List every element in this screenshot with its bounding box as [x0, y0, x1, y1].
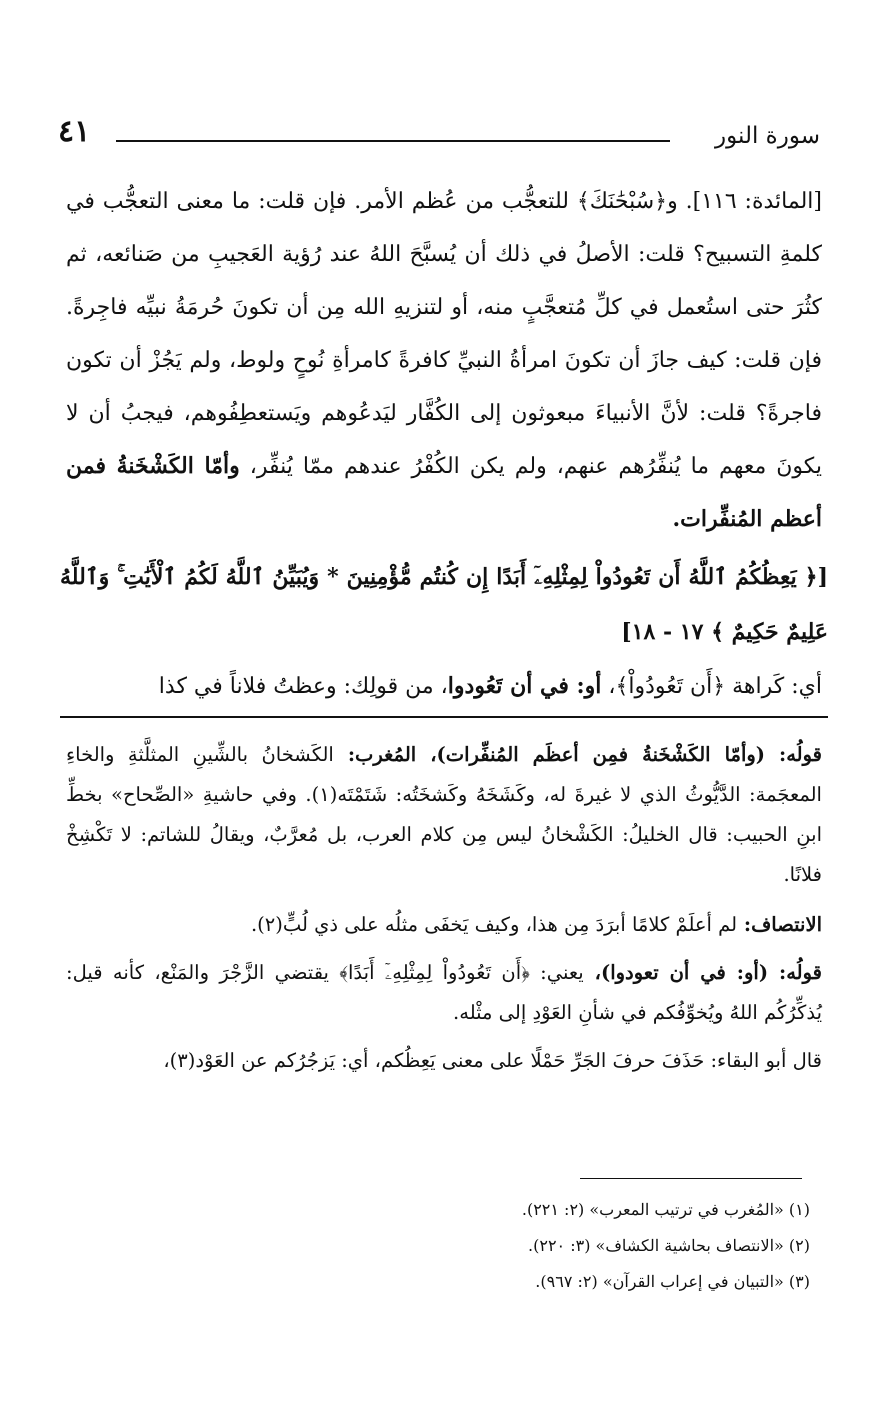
header-rule	[116, 140, 670, 142]
main-paragraph-bold: وأمّا الكَشْخَنةُ فمن أعظم المُنفِّرات.	[66, 453, 822, 532]
commentary-text: لم أعلَمْ كلامًا أبرَدَ مِن هذا، وكيف يَخفَى مثلُه على ذي لُبٍّ(٢).	[250, 913, 738, 936]
page-number: ٤١	[58, 114, 91, 149]
commentary-paragraph	[66, 953, 822, 1033]
quran-verse: [﴿ يَعِظُكُمُ ٱللَّهُ أَن تَعُودُواْ لِمِثْلِهِۦٓ أَبَدًا إِن كُنتُم مُّؤْمِنِينَ * وَيُبَيِّنُ ٱللَّهُ لَكُمُ ٱلْأَيَٰتِ ۚ وَٱللَّهُ عَلِيمٌ حَكِيمٌ ﴾ ١٧ - ١٨]	[60, 564, 828, 645]
continuation-text: أي: كَراهة ﴿أَن تَعُودُواْ﴾،	[601, 674, 822, 699]
commentary-label: الانتصاف:	[737, 913, 822, 936]
section-divider	[60, 716, 828, 718]
commentary-paragraph	[66, 1041, 822, 1081]
commentary-label: قولُه: (وأمّا الكَشْخَنةُ فمِن أعظَم المُنفِّرات)، المُغرب:	[333, 743, 823, 766]
commentary-section	[66, 735, 822, 1089]
continuation-line	[66, 662, 822, 711]
verse-commentary-start	[66, 662, 822, 711]
main-paragraph-text: [المائدة: ١١٦]. و﴿سُبْحَٰنَكَ﴾ للتعجُّب من عُظم الأمر. فإن قلت: ما معنى التعجُّب في كلمةِ التسبيح؟ قلت: الأصلُ في ذلك أن يُسبَّحَ اللهُ عند رُؤية العَجيبِ من صَنائعه، ثم كثُرَ حتى استُعمل في كلِّ مُتعجَّبٍ منه، أو لتنزيهِ الله مِن أن تكونَ حُرمَةُ نبيِّه فاجِرةً. فإن قلت: كيف جازَ أن تكونَ امرأةُ النبيِّ كافرةً كامرأةِ نُوحٍ ولوط، ولم يَجُزْ أن تكون فاجرةً؟ قلت: لأنَّ الأنبياءَ مبعوثون إلى الكُفَّار ليَدعُوهم ويَستعطِفُوهم، فيجبُ أن لا يكونَ معهم ما يُنفِّرُهم عنهم، ولم يكن الكُفْرُ عندهم ممّا يُنفِّر،	[66, 189, 823, 479]
commentary-text: الكَشخانُ بالشِّينِ المثلَّثةِ والخاءِ المعجَمة: الدَّيُّوثُ الذي لا غيرةَ له، وكَشَخَهُ وكَشخَتُه: شَتَمْتَه(١). وفي حاشيةِ «الصِّحاح» بخطِّ ابنِ الحبيب: قال الخليلُ: الكَشْخانُ ليس مِن كلام العرب، بل مُعرَّبٌ، ويقالُ للشاتم: لا تَكْشِخْ فلانًا.	[66, 743, 822, 886]
commentary-paragraph	[66, 735, 822, 895]
page-header	[58, 112, 820, 152]
footnote-rule	[580, 1178, 802, 1179]
footnote: (٣) «التبيان في إعراب القرآن» (٢: ٩٦٧).	[535, 1272, 810, 1291]
footnotes	[300, 1192, 810, 1300]
main-text	[66, 175, 822, 546]
continuation-text-end: ، من قولِك: وعظتُ فلاناً في كذا	[158, 674, 448, 699]
commentary-text: قال أبو البقاء: حَذَفَ حرفَ الجَرِّ حَمْلًا على معنى يَعِظُكم، أي: يَزجُرُكم عن العَوْد(٣)،	[163, 1049, 822, 1072]
footnote: (٢) «الانتصاف بحاشية الكشاف» (٣: ٢٢٠).	[528, 1236, 810, 1255]
footnote: (١) «المُغرب في ترتيب المعرب» (٢: ٢٢١).	[521, 1200, 810, 1219]
main-paragraph	[66, 175, 822, 546]
commentary-label: قولُه: (أو: في أن تعودوا)،	[583, 961, 823, 984]
quran-verse-block	[60, 550, 828, 660]
commentary-text: يعني: ﴿أَن تَعُودُواْ لِمِثْلِهِۦٓ أَبَدًا﴾ يقتضي الزَّجْرَ والمَنْع، كأنه قيل: يُذكِّرُكُم اللهُ ويُخوِّفُكم في شأنِ العَوْدِ إلى مثْله.	[66, 961, 822, 1024]
commentary-paragraph	[66, 905, 822, 945]
continuation-bold: أو: في أن تَعُودوا	[447, 673, 602, 699]
surah-title: سورة النور	[715, 123, 820, 149]
